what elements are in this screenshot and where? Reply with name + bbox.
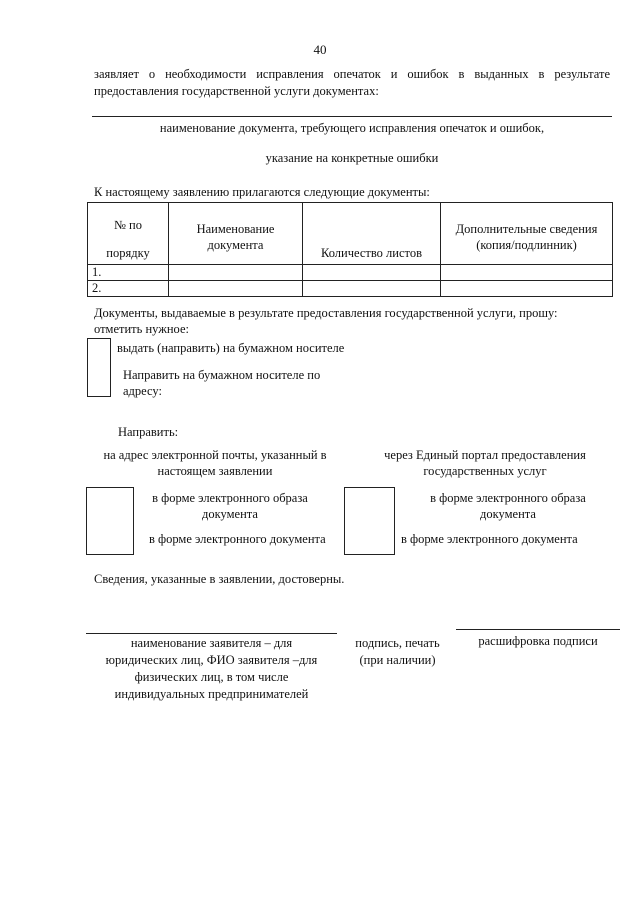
email-electronic-checkbox[interactable]: [86, 527, 134, 555]
row-sheets-cell[interactable]: [303, 281, 441, 297]
email-electronic-label: в форме электронного документа: [149, 532, 326, 546]
table-row: [88, 265, 613, 281]
address-checkbox[interactable]: [87, 365, 111, 397]
attachments-table: [87, 202, 613, 297]
email-heading-line-2: настоящем заявлении: [157, 464, 273, 478]
row-name-cell[interactable]: [169, 281, 303, 297]
portal-electronic-label: в форме электронного документа: [401, 532, 578, 546]
portal-heading-line-2: государственных услуг: [423, 464, 547, 478]
table-header-row: [88, 203, 613, 265]
document-field-line[interactable]: [92, 116, 612, 117]
portal-image-label-line-1: в форме электронного образа: [430, 491, 586, 505]
email-image-label-line-2: документа: [202, 507, 258, 521]
applicant-name-line[interactable]: [86, 633, 337, 634]
applicant-caption-line-1: наименование заявителя – для: [130, 636, 293, 650]
column-header-info-line-2: (копия/подлинник): [476, 238, 577, 252]
address-option-label-line-1: Направить на бумажном носителе по: [123, 368, 321, 382]
signature-caption-line-1: подпись, печать: [355, 636, 440, 650]
errors-field-caption: указание на конкретные ошибки: [265, 151, 439, 165]
delivery-note: отметить нужное:: [94, 322, 189, 336]
portal-heading-line-1: через Единый портал предоставления: [384, 448, 586, 462]
applicant-caption-line-3: физических лиц, в том числе: [134, 670, 289, 684]
column-header-name-line-1: Наименование: [196, 222, 275, 236]
column-header-number-line-1: № по: [114, 218, 142, 232]
email-image-label-line-1: в форме электронного образа: [152, 491, 308, 505]
attachments-heading: К настоящему заявлению прилагаются следующие документы:: [94, 185, 430, 199]
column-header-info-line-1: Дополнительные сведения: [455, 222, 598, 236]
decode-caption: расшифровка подписи: [478, 634, 598, 648]
applicant-caption-line-4: индивидуальных предпринимателей: [114, 687, 309, 701]
row-number-cell: 2.: [88, 281, 169, 297]
column-header-sheets-line-2: Количество листов: [320, 246, 422, 260]
column-header-number: [88, 203, 169, 265]
row-info-cell[interactable]: [441, 281, 613, 297]
row-name-cell[interactable]: [169, 265, 303, 281]
intro-line-2: предоставления государственной услуги документах:: [94, 84, 379, 98]
address-option-label-line-2: адресу:: [123, 384, 162, 398]
signature-caption-line-2: (при наличии): [359, 653, 436, 667]
email-heading-line-1: на адрес электронной почты, указанный в: [103, 448, 327, 462]
paper-option-label: выдать (направить) на бумажном носителе: [117, 341, 345, 355]
row-info-cell[interactable]: [441, 265, 613, 281]
row-number-cell: 1.: [88, 265, 169, 281]
column-header-name-line-2: документа: [207, 238, 264, 252]
column-header-name: [169, 203, 303, 265]
portal-image-label-line-2: документа: [480, 507, 536, 521]
page-number: 40: [313, 42, 327, 57]
confirmation-text: Сведения, указанные в заявлении, достоверны.: [94, 572, 345, 586]
paper-checkbox[interactable]: [87, 338, 111, 367]
portal-image-checkbox[interactable]: [344, 487, 395, 529]
row-sheets-cell[interactable]: [303, 265, 441, 281]
email-image-checkbox[interactable]: [86, 487, 134, 529]
delivery-instruction: Документы, выдаваемые в результате предоставления государственной услуги, прошу:: [94, 306, 558, 320]
send-label: Направить:: [118, 425, 179, 439]
column-header-sheets: [303, 203, 441, 265]
column-header-number-line-2: порядку: [106, 246, 150, 260]
signature-decode-line[interactable]: [456, 629, 620, 630]
portal-electronic-checkbox[interactable]: [344, 527, 395, 555]
column-header-info: [441, 203, 613, 265]
applicant-caption-line-2: юридических лиц, ФИО заявителя –для: [105, 653, 318, 667]
intro-line-1: заявляет о необходимости исправления опечаток и ошибок в выданных в результате: [94, 67, 610, 81]
document-field-caption: наименование документа, требующего исправления опечаток и ошибок,: [159, 121, 545, 135]
table-row: [88, 281, 613, 297]
